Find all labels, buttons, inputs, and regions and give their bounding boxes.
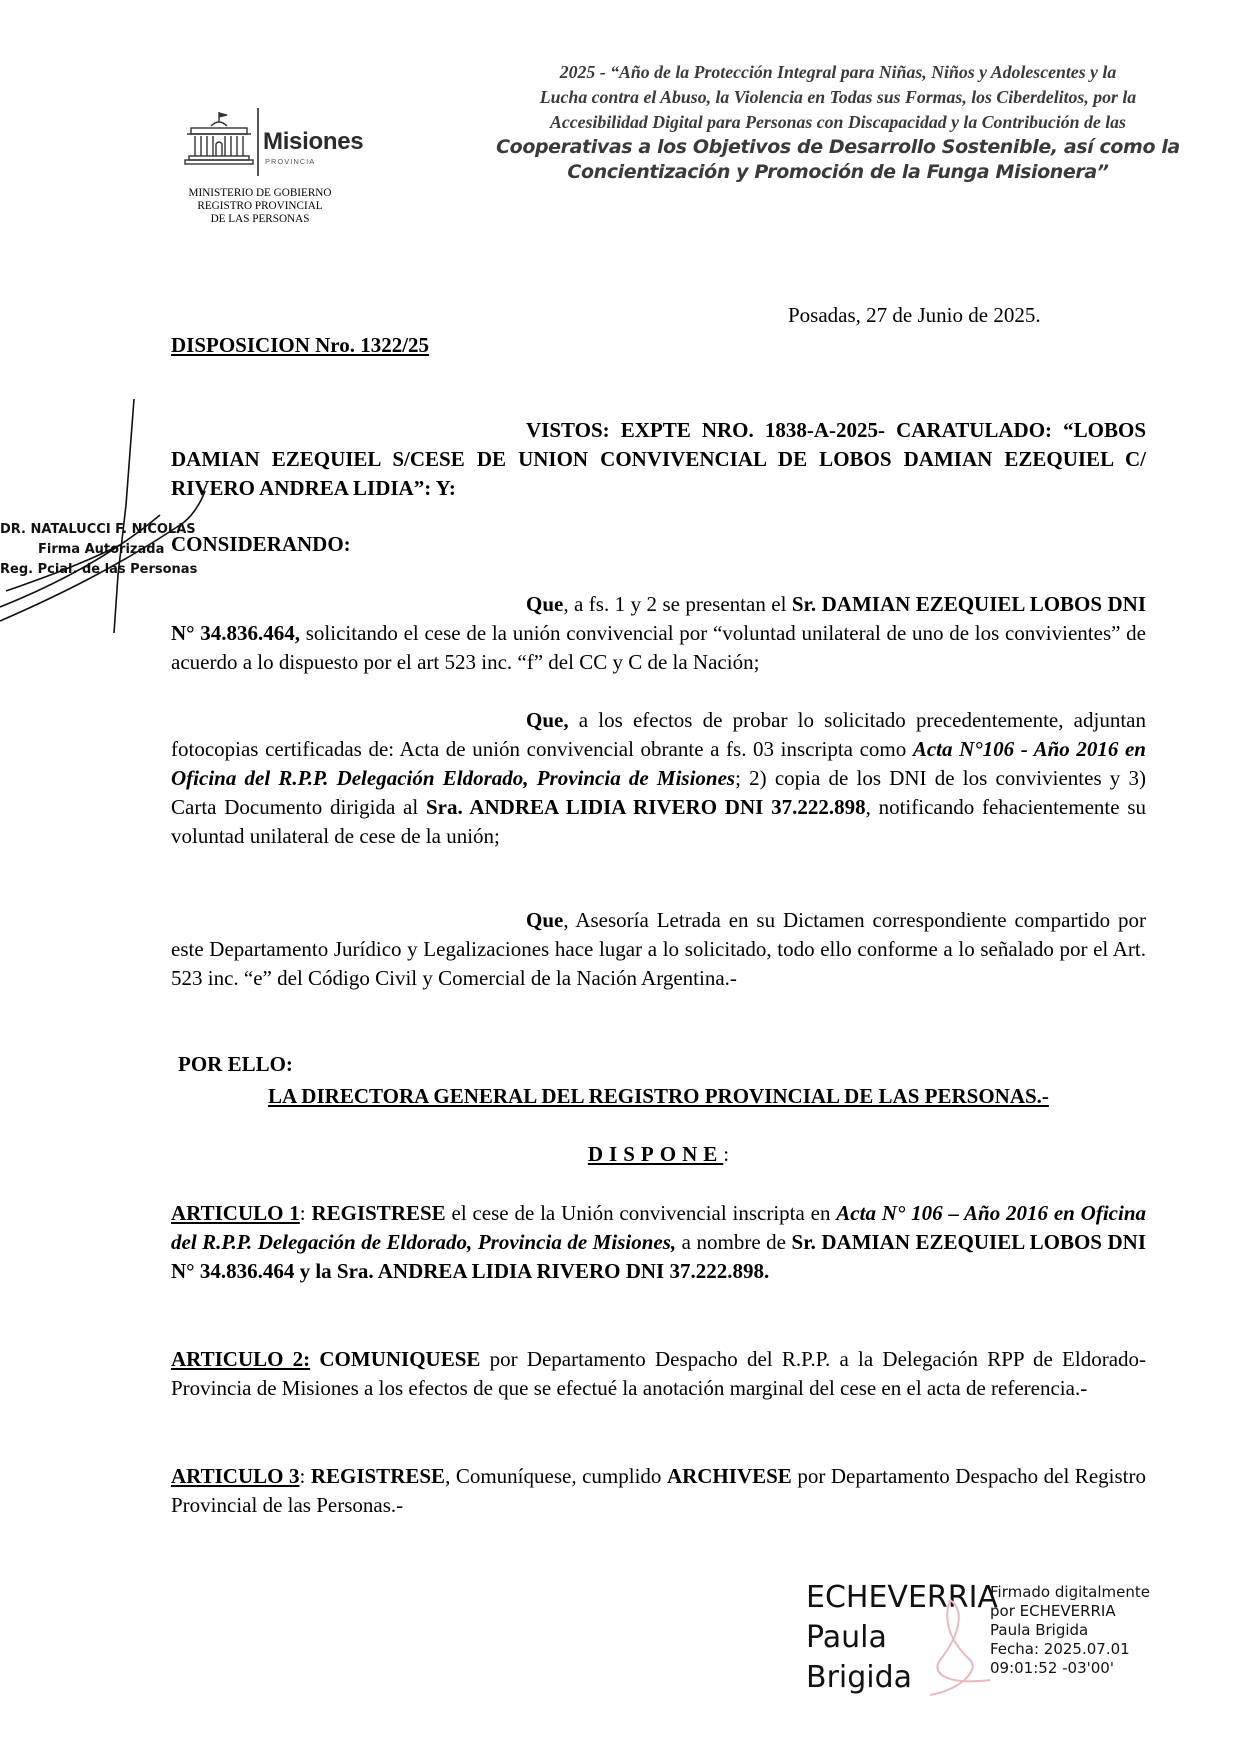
ministry-line: DE LAS PERSONAS <box>210 213 310 225</box>
paragraph-text: , Asesoría Letrada en su Dictamen correspondiente compartido por este Departamento Jurídico y Legalizaciones hace lugar a lo solicitado, todo ello conforme a lo señalado por el Art. 523 inc. “e” del Código Civil y Comercial de la Nación Argentina.- <box>171 908 1146 990</box>
respondent-name: Sra. ANDREA LIDIA RIVERO DNI 37.222.898 <box>425 795 866 819</box>
signature-info-line: Paula Brigida <box>990 1621 1089 1639</box>
signer-name-line: Brigida <box>806 1660 913 1695</box>
paragraph-text: por Departamento Despacho del R.P.P. a la Delegación RPP de Eldorado-Provincia de Misiones a los efectos de que se efectué la anotación marginal del cese en el acta de referencia.- <box>171 1347 1147 1400</box>
signature-info-line: por ECHEVERRIA <box>990 1602 1116 1620</box>
acta-reference: Acta N° 106 – Año 2016 en Oficina del R.P.P. Delegación de Eldorado, Provincia de Misiones, <box>171 1201 1147 1254</box>
paragraph-text: , a fs. 1 y 2 se presentan el <box>563 592 792 616</box>
government-building-icon <box>183 110 255 170</box>
articulo-3: ARTICULO 3: REGISTRESE, Comuníquese, cumplido ARCHIVESE por Departamento Despacho del Registro Provincial de las Personas.- <box>171 1464 1146 1517</box>
vistos-paragraph <box>171 416 1146 503</box>
logo-subtitle: PROVINCIA <box>265 157 316 166</box>
paragraph-text: ; 2) copia de los DNI de los convivientes y 3) Carta Documento dirigida al <box>171 766 1147 819</box>
logo-name: Misiones <box>263 128 364 155</box>
paragraph-text: el cese de la Unión convivencial inscripta en <box>445 1201 837 1225</box>
stamp-role: Firma Autorizada <box>38 542 165 557</box>
que-lead: Que, <box>526 708 569 732</box>
articulo-label: ARTICULO 3 <box>171 1464 300 1488</box>
articulo-label: ARTICULO 2: <box>171 1347 311 1371</box>
dispone-heading: DISPONE: <box>587 1142 730 1166</box>
signature-info-line: Fecha: 2025.07.01 <box>990 1640 1130 1658</box>
signer-name-line: Paula <box>806 1620 887 1655</box>
considerando-paragraph-1 <box>171 590 1146 677</box>
dispone-text: DISPONE <box>587 1142 724 1166</box>
logo-divider <box>257 108 259 176</box>
directora-heading <box>171 1082 1146 1111</box>
que-lead: Que <box>526 908 564 932</box>
considerando-paragraph-3 <box>171 906 1146 993</box>
por-ello-heading: POR ELLO: <box>178 1052 293 1076</box>
articulo-verb: ARCHIVESE <box>666 1464 792 1488</box>
ministry-line: REGISTRO PROVINCIAL <box>197 200 323 212</box>
considerando-heading: CONSIDERANDO: <box>171 532 351 556</box>
articulo-label: ARTICULO 1 <box>171 1201 300 1225</box>
que-lead: Que <box>526 592 564 616</box>
paragraph-text: , notificando fehacientemente su voluntad unilateral de cese de la unión; <box>171 795 1146 848</box>
directora-text: LA DIRECTORA GENERAL DEL REGISTRO PROVINCIAL DE LAS PERSONAS.- <box>268 1084 1049 1108</box>
digital-signature-info <box>990 1583 1150 1678</box>
stamp-name: DR. NATALUCCI F. NICOLAS <box>0 522 196 537</box>
year-motto <box>468 60 1208 185</box>
paragraph-text: a los efectos de probar lo solicitado precedentemente, adjuntan fotocopias certificadas de: Acta de unión convivencial obrante a fs. 03 inscripta como <box>171 708 1146 761</box>
paragraph-text: , Comuníquese, cumplido <box>445 1464 667 1488</box>
motto-line: Lucha contra el Abuso, la Violencia en Todas sus Formas, los Ciberdelitos, por la <box>539 87 1137 107</box>
parties-names: Sr. DAMIAN EZEQUIEL LOBOS DNI N° 34.836.464 y la Sra. ANDREA LIDIA RIVERO DNI 37.222.898. <box>171 1230 1146 1283</box>
articulo-verb: REGISTRESE <box>311 1201 446 1225</box>
authorized-stamp <box>0 520 197 580</box>
considerando-paragraph-2 <box>171 706 1146 851</box>
articulo-1: ARTICULO 1: REGISTRESE el cese de la Unión convivencial inscripta en Acta N° 106 – Año 2016 en Oficina del R.P.P. Delegación de Eldorado, Provincia de Misiones, a nombre de Sr. DAMIAN EZEQUIEL LOBOS DNI N° 34.836.464 y la Sra. ANDREA LIDIA RIVERO DNI 37.222.898. <box>171 1201 1147 1283</box>
acta-reference: Acta N°106 - Año 2016 en Oficina del R.P.P. Delegación Eldorado, Provincia de Misiones <box>171 737 1146 790</box>
misiones-logo <box>183 104 383 180</box>
ministry-block <box>150 187 370 226</box>
paragraph-text: solicitando el cese de la unión convivencial por “voluntad unilateral de uno de los convivientes” de acuerdo a lo dispuesto por el art 523 inc. “f” del CC y C de la Nación; <box>171 621 1146 674</box>
signature-info-line: Firmado digitalmente <box>990 1583 1150 1601</box>
paragraph-text: a nombre de <box>676 1230 792 1254</box>
signature-info-line: 09:01:52 -03'00' <box>990 1659 1114 1677</box>
articulo-verb: COMUNIQUESE <box>319 1347 481 1371</box>
ministry-line: MINISTERIO DE GOBIERNO <box>188 187 332 199</box>
paragraph-text: por Departamento Despacho del Registro Provincial de las Personas.- <box>171 1464 1146 1517</box>
motto-line: Cooperativas a los Objetivos de Desarrollo Sostenible, así como la <box>496 136 1180 158</box>
signer-name-line: ECHEVERRIA <box>806 1580 998 1615</box>
stamp-office: Reg. Pcial. de las Personas <box>0 562 198 577</box>
motto-line: Accesibilidad Digital para Personas con Discapacidad y la Contribución de las <box>550 112 1126 132</box>
motto-line: Concientización y Promoción de la Funga Misionera” <box>567 161 1109 183</box>
applicant-name: Sr. DAMIAN EZEQUIEL LOBOS DNI N° 34.836.464, <box>171 592 1146 645</box>
motto-line: 2025 - “Año de la Protección Integral para Niñas, Niños y Adolescentes y la <box>559 62 1117 82</box>
articulo-verb: REGISTRESE <box>310 1464 446 1488</box>
document-title: DISPOSICION Nro. 1322/25 <box>171 333 430 357</box>
articulo-2 <box>171 1345 1146 1403</box>
vistos-text: VISTOS: EXPTE NRO. 1838-A-2025- CARATULADO: “LOBOS DAMIAN EZEQUIEL S/CESE DE UNION CONVIVENCIAL DE LOBOS DAMIAN EZEQUIEL C/ RIVERO ANDREA LIDIA”: Y: <box>171 418 1146 500</box>
place-date: Posadas, 27 de Junio de 2025. <box>788 303 1041 327</box>
